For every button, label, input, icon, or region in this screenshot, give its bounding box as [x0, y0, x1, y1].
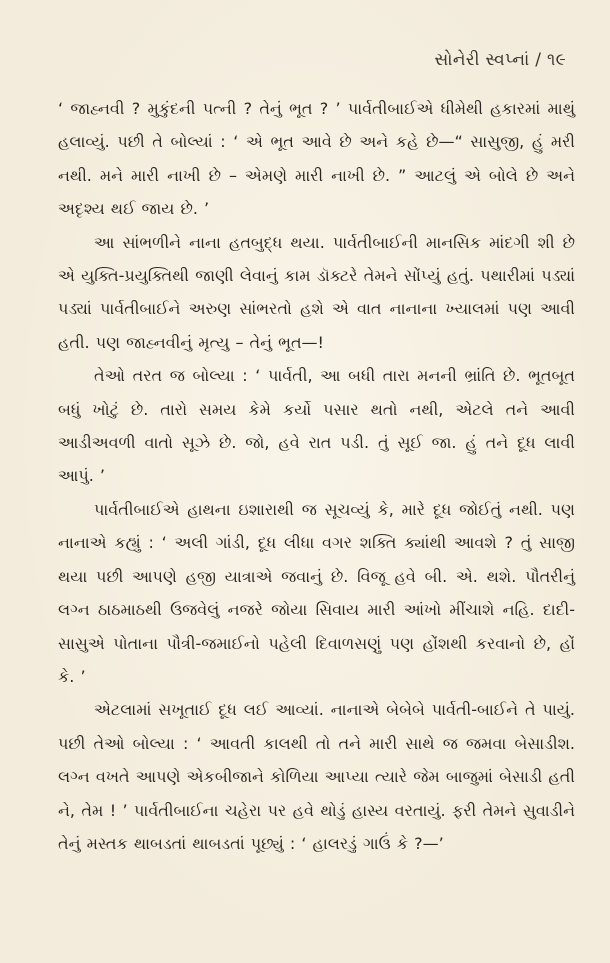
paragraph-5: એટલામાં સખૂતાઈ દૂધ લઈ આવ્યાં. નાનાએ બેબેબે પાર્વતી-બાઈને તે પાયું. પછી તેઓ બોલ્યા : ‘ આવતી કાલથી તો તને મારી સાથે જ જમવા બેસાડીશ. લગ્ન વખતે આપણે એકબીજાને કોળિયા આપ્યા ત્યારે જેમ બાજુમાં બેસાડી હતી ને, તેમ ! ’ પાર્વતીબાઈના ચહેરા પર હવે થોડું હાસ્ય વરતાયું. ફરી તેમને સુવાડીને તેનું મસ્તક થાબડતાં થાબડતાં પૂછ્યું : ‘ હાલરડું ગાઉં કે ?—’: [58, 700, 575, 853]
paragraph-1: ‘ જાહ્નવી ? મુકુંદની પત્ની ? તેનું ભૂત ? ’ પાર્વતીબાઈએ ધીમેથી હકારમાં માથું હલાવ્યું. પછી તે બોલ્યાં : ‘ એ ભૂત આવે છે અને કહે છે—“ સાસુજી, હું મરી નથી. મને મારી નાખી છે – એમણે મારી નાખી છે. ” આટલું એ બોલે છે અને અદૃશ્ય થઈ જાય છે. ’: [58, 99, 575, 219]
running-header: સોનેરી સ્વપ્નાં / ૧૯: [434, 50, 566, 70]
paragraph-3: તેઓ તરત જ બોલ્યા : ‘ પાર્વતી, આ બધી તારા મનની ભ્રાંતિ છે. ભૂતબૂત બધું ખોટું છે. તારો સમય કેમે કર્યો પસાર થતો નથી, એટલે તને આવી આડીઅવળી વાતો સૂઝે છે. જો, હવે રાત પડી. તું સૂઈ જા. હું તને દૂધ લાવી આપું. ’: [58, 366, 575, 486]
paragraph-2: આ સાંભળીને નાના હતબુદ્ધ થયા. પાર્વતીબાઈની માનસિક માંદગી શી છે એ યુક્તિ-પ્રયુક્તિથી જાણી લેવાનું કામ ડૉક્ટરે તેમને સોંપ્યું હતું. પથારીમાં પડ્યાં પડ્યાં પાર્વતીબાઈને અરુણ સાંભરતો હશે એ વાત નાનાના ખ્યાલમાં પણ આવી હતી. પણ જાહ્નવીનું મૃત્યુ – તેનું ભૂત—!: [58, 232, 575, 352]
paragraph-4: પાર્વતીબાઈએ હાથના ઇશારાથી જ સૂચવ્યું કે, મારે દૂધ જોઈતું નથી. પણ નાનાએ કહ્યું : ‘ અલી ગાંડી, દૂધ લીધા વગર શક્તિ ક્યાંથી આવશે ? તું સાજી થયા પછી આપણે હજી યાત્રાએ જવાનું છે. વિજૂ હવે બી. એ. થશે. પૌતરીનું લગ્ન ઠાઠમાઠથી ઉજવેલું નજરે જોયા સિવાય મારી આંખો મીંચાશે નહિ. દાદી-સાસુએ પોતાના પૌત્રી-જમાઈનો પહેલી દિવાળસણું પણ હોંશથી કરવાનો છે, હોં કે. ’: [58, 499, 575, 686]
page-body: [58, 92, 575, 860]
